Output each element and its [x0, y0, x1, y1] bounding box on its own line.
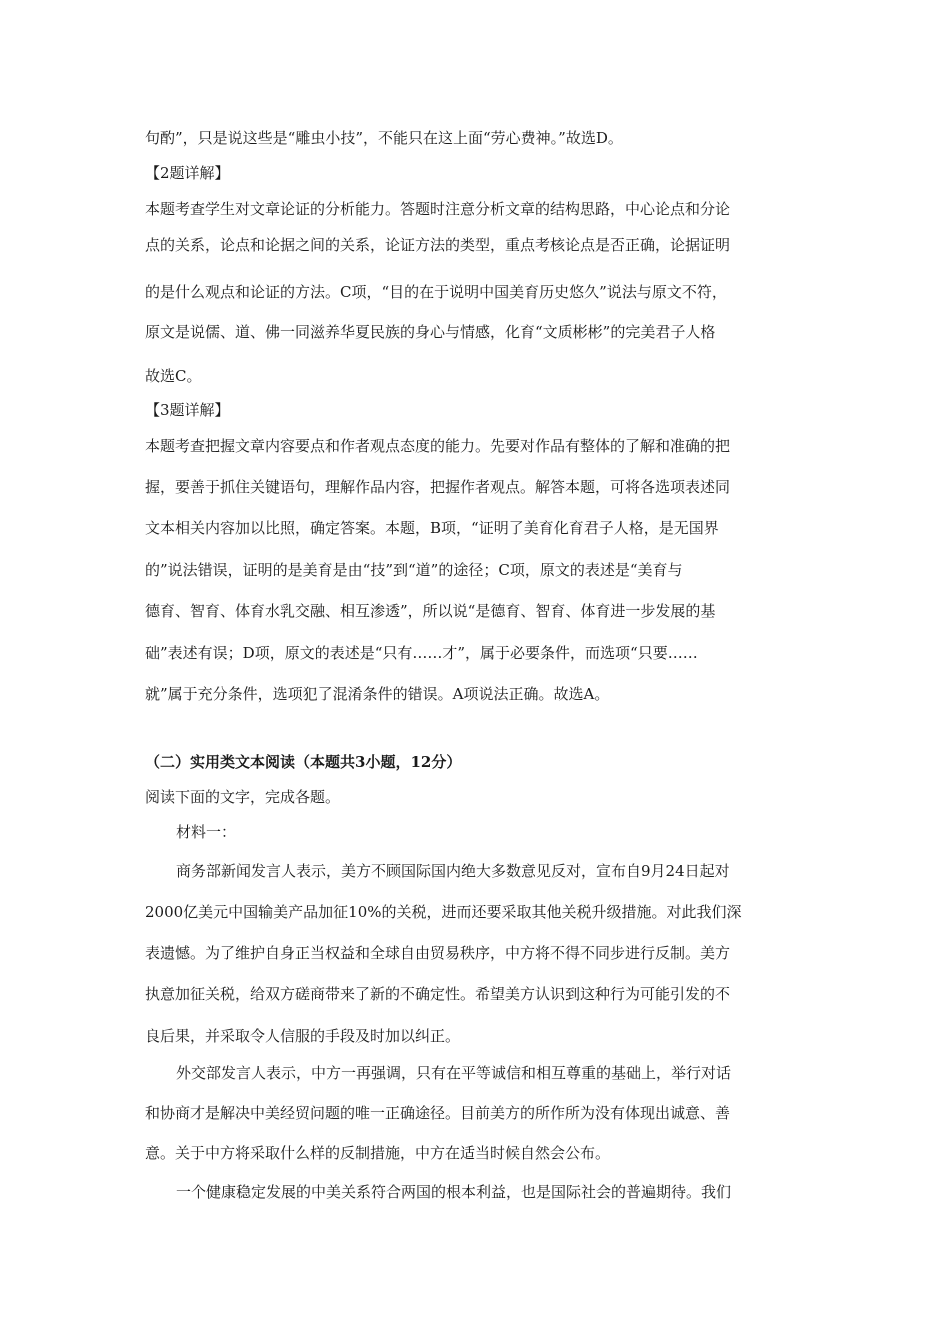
text-line: 一个健康稳定发展的中美关系符合两国的根本利益，也是国际社会的普遍期待。我们 [176, 1183, 732, 1201]
instruction-text: 阅读下面的文字，完成各题。 [145, 788, 341, 806]
section-title: （二）实用类文本阅读（本题共3小题，12分） [145, 753, 462, 771]
text-line: 的”说法错误，证明的是美育是由“技”到“道”的途径；C项，原文的表述是“美育与 [145, 561, 683, 579]
text-line: 德育、智育、体育水乳交融、相互渗透”，所以说“是德育、智育、体育进一步发展的基 [145, 602, 716, 620]
q3-heading: 【3题详解】 [145, 401, 230, 419]
text-line: 句酌”，只是说这些是“雕虫小技”，不能只在这上面“劳心费神。”故选D。 [145, 129, 623, 147]
text-line: 握，要善于抓住关键语句，理解作品内容，把握作者观点。解答本题，可将各选项表述同 [145, 478, 731, 496]
text-line: 础”表述有误；D项，原文的表述是“只有……才”，属于必要条件，而选项“只要…… [145, 644, 698, 662]
text-line: 执意加征关税，给双方磋商带来了新的不确定性。希望美方认识到这种行为可能引发的不 [145, 985, 731, 1003]
text-line: 本题考查把握文章内容要点和作者观点态度的能力。先要对作品有整体的了解和准确的把 [145, 437, 731, 455]
text-line: 2000亿美元中国输美产品加征10%的关税，进而还要采取其他关税升级措施。对此我们深 [145, 903, 742, 921]
text-line: 良后果，并采取令人信服的手段及时加以纠正。 [145, 1027, 461, 1045]
text-line: 故选C。 [145, 367, 202, 385]
text-line: 文本相关内容加以比照，确定答案。本题，B项，“证明了美育化育君子人格，是无国界 [145, 519, 719, 537]
text-line: 商务部新闻发言人表示，美方不顾国际国内绝大多数意见反对，宣布自9月24日起对 [176, 862, 730, 880]
text-line: 本题考查学生对文章论证的分析能力。答题时注意分析文章的结构思路，中心论点和分论 [145, 200, 731, 218]
text-line: 点的关系，论点和论据之间的关系，论证方法的类型，重点考核论点是否正确，论据证明 [145, 236, 731, 254]
text-line: 意。关于中方将采取什么样的反制措施，中方在适当时候自然会公布。 [145, 1144, 611, 1162]
text-line: 就”属于充分条件，选项犯了混淆条件的错误。A项说法正确。故选A。 [145, 685, 610, 703]
material-label: 材料一： [176, 823, 237, 841]
text-line: 原文是说儒、道、佛一同滋养华夏民族的身心与情感，化育“文质彬彬”的完美君子人格 [145, 323, 716, 341]
text-line: 表遗憾。为了维护自身正当权益和全球自由贸易秩序，中方将不得不同步进行反制。美方 [145, 944, 731, 962]
text-line: 的是什么观点和论证的方法。C项，“目的在于说明中国美育历史悠久”说法与原文不符， [145, 283, 727, 301]
q2-heading: 【2题详解】 [145, 164, 230, 182]
text-line: 和协商才是解决中美经贸问题的唯一正确途径。目前美方的所作所为没有体现出诚意、善 [145, 1104, 731, 1122]
text-line: 外交部发言人表示，中方一再强调，只有在平等诚信和相互尊重的基础上，举行对话 [176, 1064, 732, 1082]
